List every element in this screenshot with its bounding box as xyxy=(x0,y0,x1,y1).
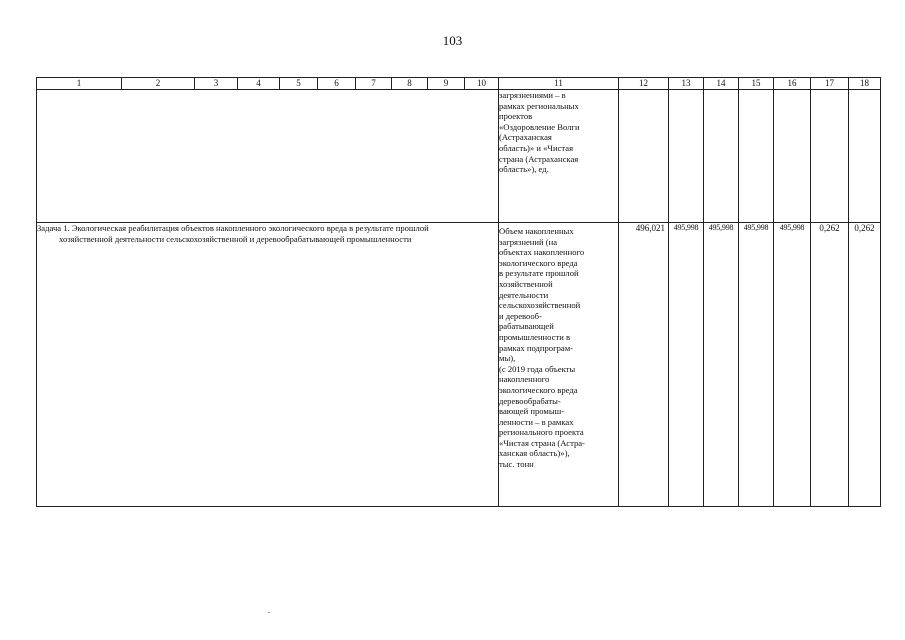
text-line: тыс. тонн xyxy=(499,459,534,470)
text-line: Объем накопленных xyxy=(499,226,574,236)
text-line: мы), xyxy=(499,353,516,364)
text-line: рабатывающей xyxy=(499,321,554,332)
text-line: (с 2019 года объекты xyxy=(499,363,576,374)
value-cell: 495,998 xyxy=(739,223,774,507)
task-title-cell xyxy=(37,223,499,507)
text-line: деревообрабаты- xyxy=(499,395,561,406)
task-row xyxy=(37,223,881,507)
indicator-table xyxy=(36,77,881,507)
indicator-continuation-cell xyxy=(499,90,619,223)
text-line: ленности – в рамках xyxy=(499,416,574,427)
indicator-name-cell xyxy=(499,223,619,507)
empty-cell xyxy=(774,90,811,223)
column-header: 17 xyxy=(811,78,849,90)
text-line: «Чистая страна (Астра- xyxy=(499,437,585,448)
text-line: экологического вреда xyxy=(499,384,578,395)
column-header: 6 xyxy=(318,78,356,90)
column-header: 18 xyxy=(849,78,881,90)
column-header: 15 xyxy=(739,78,774,90)
column-header: 9 xyxy=(428,78,465,90)
text-line: деятельности xyxy=(499,289,549,300)
value-cell: 495,998 xyxy=(704,223,739,507)
text-line: «Оздоровление Волги xyxy=(499,121,580,132)
column-header: 3 xyxy=(195,78,238,90)
text-line: проектов xyxy=(499,111,533,122)
column-header: 10 xyxy=(465,78,499,90)
column-header: 5 xyxy=(280,78,318,90)
empty-cell xyxy=(37,90,499,223)
task-title-line: хозяйственной деятельности сельскохозяйственной и деревообрабатывающей промышленности xyxy=(59,233,412,244)
text-line: в результате прошлой xyxy=(499,268,579,279)
empty-cell xyxy=(739,90,774,223)
column-header: 11 xyxy=(499,78,619,90)
value-cell: 0,262 xyxy=(849,223,881,507)
text-line: рамках подпрограм- xyxy=(499,342,574,353)
text-line: регионального проекта xyxy=(499,427,584,438)
empty-cell xyxy=(704,90,739,223)
column-header: 16 xyxy=(774,78,811,90)
column-header: 2 xyxy=(122,78,195,90)
text-line: и деревооб- xyxy=(499,310,542,321)
value-cell: 496,021 xyxy=(619,223,669,507)
column-header: 8 xyxy=(392,78,428,90)
text-line: область»), ед. xyxy=(499,164,549,175)
value-cell: 495,998 xyxy=(774,223,811,507)
text-line: объектах накопленного xyxy=(499,247,585,258)
value-cell: 495,998 xyxy=(669,223,704,507)
text-line: загрязнений (на xyxy=(499,236,558,247)
empty-cell xyxy=(849,90,881,223)
scan-speck xyxy=(268,612,270,613)
column-header: 7 xyxy=(356,78,392,90)
column-number-row xyxy=(37,78,881,90)
column-header: 12 xyxy=(619,78,669,90)
column-header: 4 xyxy=(238,78,280,90)
value-cell: 0,262 xyxy=(811,223,849,507)
text-line: страна (Астраханская xyxy=(499,153,579,164)
text-line: (Астраханская xyxy=(499,132,552,143)
text-line: накопленного xyxy=(499,374,550,385)
continuation-row xyxy=(37,90,881,223)
text-line: область)» и «Чистая xyxy=(499,142,574,153)
page-number: 103 xyxy=(442,33,463,48)
column-header: 14 xyxy=(704,78,739,90)
text-line: экологического вреда xyxy=(499,257,578,268)
text-line: вающей промыш- xyxy=(499,406,565,417)
empty-cell xyxy=(619,90,669,223)
text-line: ханская область)»), xyxy=(499,448,570,459)
column-header: 13 xyxy=(669,78,704,90)
text-line: сельскохозяйственной xyxy=(499,300,581,311)
text-line: рамках региональных xyxy=(499,100,579,111)
empty-cell xyxy=(811,90,849,223)
text-line: загрязнениями – в xyxy=(499,90,566,100)
column-header: 1 xyxy=(37,78,122,90)
empty-cell xyxy=(669,90,704,223)
text-line: промышленности в xyxy=(499,331,571,342)
task-title-line: Задача 1. Экологическая реабилитация объектов накопленного экологического вреда в результате прошлой xyxy=(37,223,429,233)
text-line: хозяйственной xyxy=(499,278,553,289)
